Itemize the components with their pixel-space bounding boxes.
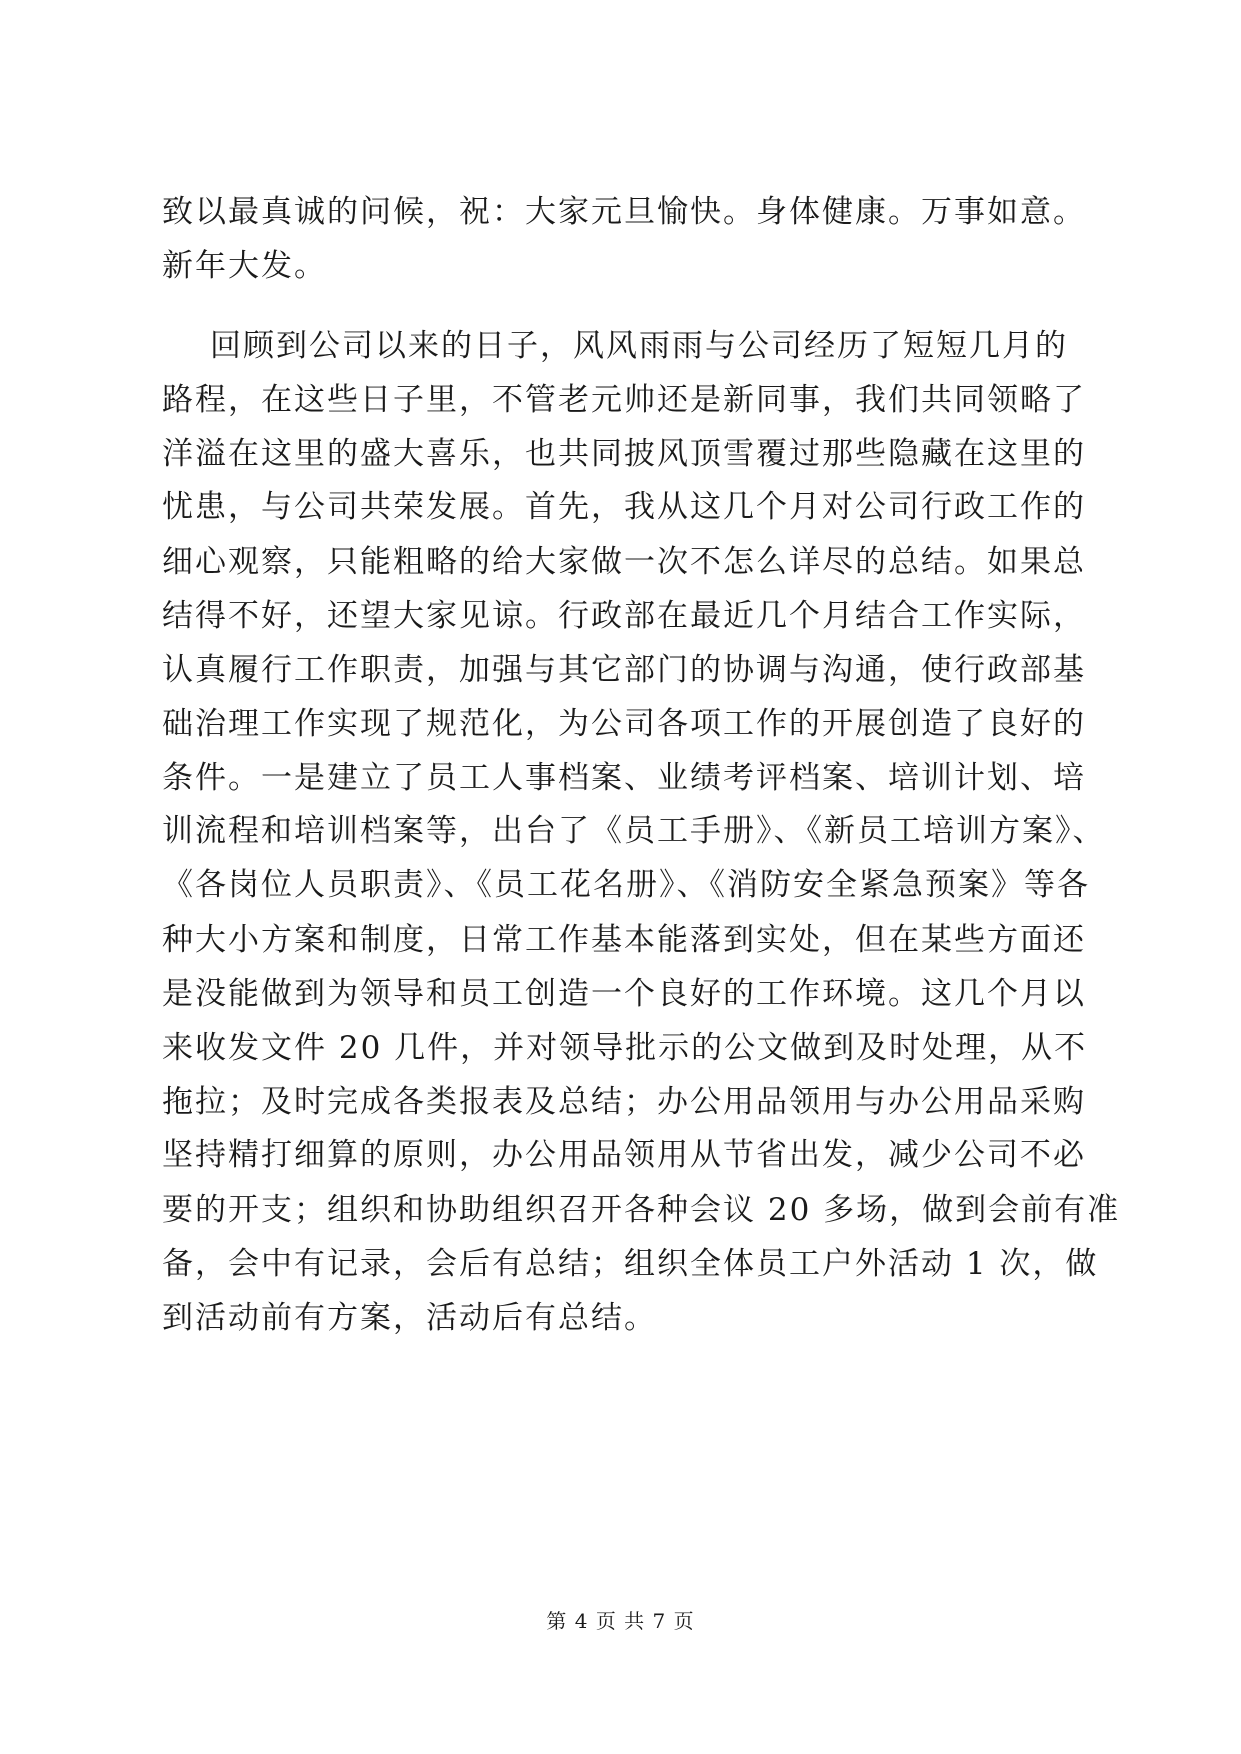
body-text-line: 种大小方案和制度，日常工作基本能落到实处，但在某些方面还 <box>162 922 1086 958</box>
body-text-line: 致以最真诚的问候，祝：大家元旦愉快。身体健康。万事如意。 <box>162 194 1086 230</box>
body-text-line: 拖拉；及时完成各类报表及总结；办公用品领用与办公用品采购 <box>162 1084 1086 1120</box>
page-footer: 第 4 页 共 7 页 <box>546 1609 695 1633</box>
body-text-line: 洋溢在这里的盛大喜乐，也共同披风顶雪覆过那些隐藏在这里的 <box>162 436 1086 472</box>
body-text-line: 训流程和培训档案等，出台了《员工手册》、《新员工培训方案》、 <box>162 813 1106 849</box>
body-text-line: 《各岗位人员职责》、《员工花名册》、《消防安全紧急预案》等各 <box>162 867 1090 903</box>
body-text-line: 忧患，与公司共荣发展。首先，我从这几个月对公司行政工作的 <box>162 489 1086 525</box>
body-text-line: 础治理工作实现了规范化，为公司各项工作的开展创造了良好的 <box>162 706 1086 742</box>
body-text-line: 备，会中有记录，会后有总结；组织全体员工户外活动 1 次，做 <box>162 1246 1099 1282</box>
paragraph-first-line: 回顾到公司以来的日子，风风雨雨与公司经历了短短几月的 <box>210 328 1068 364</box>
body-text-line: 坚持精打细算的原则，办公用品领用从节省出发，减少公司不必 <box>162 1137 1086 1173</box>
body-text-line: 路程，在这些日子里，不管老元帅还是新同事，我们共同领略了 <box>162 382 1086 418</box>
body-text-line: 到活动前有方案，活动后有总结。 <box>162 1300 657 1336</box>
body-text-line: 细心观察，只能粗略的给大家做一次不怎么详尽的总结。如果总 <box>162 544 1086 580</box>
body-text-line: 新年大发。 <box>162 248 327 284</box>
body-text-line: 来收发文件 20 几件，并对领导批示的公文做到及时处理，从不 <box>162 1030 1088 1066</box>
body-text-line: 是没能做到为领导和员工创造一个良好的工作环境。这几个月以 <box>162 976 1086 1012</box>
body-text-line: 条件。一是建立了员工人事档案、业绩考评档案、培训计划、培 <box>162 760 1086 796</box>
body-text-line: 结得不好，还望大家见谅。行政部在最近几个月结合工作实际， <box>162 598 1086 634</box>
body-text-line: 要的开支；组织和协助组织召开各种会议 20 多场，做到会前有准 <box>162 1192 1121 1228</box>
body-text-line: 认真履行工作职责，加强与其它部门的协调与沟通，使行政部基 <box>162 652 1086 688</box>
